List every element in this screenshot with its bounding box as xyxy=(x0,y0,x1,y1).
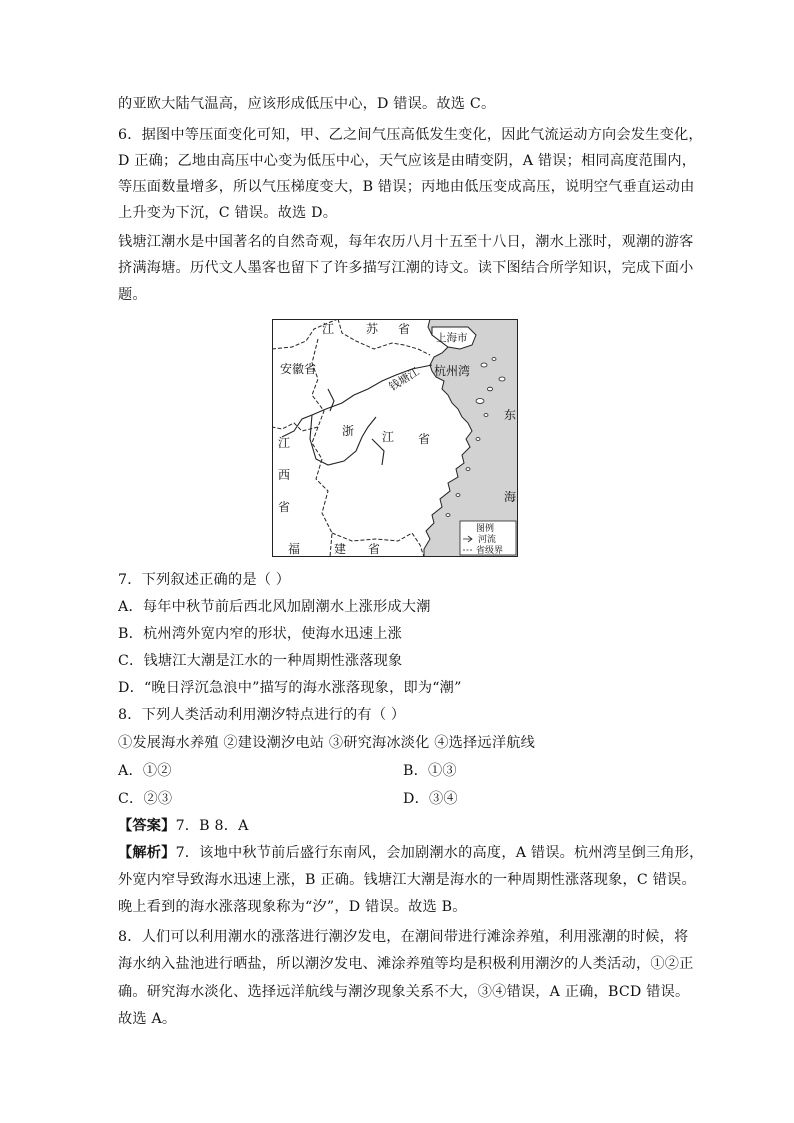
analysis-text: 晚上看到的海水涨落现象称为“汐”，D 错误。故选 B。 xyxy=(118,899,467,915)
analysis-text: 故选 A。 xyxy=(118,1011,177,1027)
text-line: 题。 xyxy=(118,287,147,303)
legend-river: 河流 xyxy=(478,535,497,545)
zhejiang-label-3: 省 xyxy=(418,432,431,446)
analysis-line xyxy=(118,843,704,863)
question-7-option-a: A．每年中秋节前后西北风加剧潮水上涨形成大潮 xyxy=(118,599,431,615)
text-line: 挤满海塘。历代文人墨客也留下了许多描写江潮的诗文。读下图结合所学知识，完成下面小 xyxy=(118,260,694,276)
analysis-text: 外宽内窄导致海水迅速上涨，B 正确。钱塘江大潮是海水的一种周期性涨落现象，C 错误。 xyxy=(118,872,696,888)
question-8-items: ①发展海水养殖 ②建设潮汐电站 ③研究海冰淡化 ④选择远洋航线 xyxy=(118,735,535,751)
answer-label: 【答案】 xyxy=(118,818,176,834)
answer-text: 7．B 8．A xyxy=(175,818,249,834)
question-8-option-a: A．①② xyxy=(118,763,172,779)
jiangxi-label-1: 江 xyxy=(278,436,291,450)
jiangsu-label-3: 省 xyxy=(398,322,411,336)
jiangsu-label-1: 江 xyxy=(322,322,335,336)
map-legend xyxy=(460,521,516,556)
question-7-option-b: B．杭州湾外宽内窄的形状，使海水迅速上涨 xyxy=(118,626,402,642)
fujian-label-2: 建 xyxy=(334,542,347,556)
zhejiang-label-1: 浙 xyxy=(342,424,355,438)
map-svg xyxy=(272,319,518,557)
analysis-text: 确。研究海水淡化、选择远洋航线与潮汐现象关系不大，③④错误，A 正确，BCD 错误。 xyxy=(118,984,690,1000)
legend-title: 图例 xyxy=(476,524,495,534)
answer-line xyxy=(118,816,249,836)
fujian-label-1: 福 xyxy=(288,542,301,556)
fujian-label-3: 省 xyxy=(368,542,381,556)
hangzhou-bay-label: 杭州湾 xyxy=(434,364,471,378)
text-line: 钱塘江潮水是中国著名的自然奇观，每年农历八月十五至十八日，潮水上涨时，观潮的游客 xyxy=(118,234,694,250)
analysis-text: 7．该地中秋节前后盛行东南风，会加剧潮水的高度，A 错误。杭州湾呈倒三角形， xyxy=(175,845,704,861)
zhejiang-map-figure xyxy=(272,319,518,557)
question-8-option-d: D．③④ xyxy=(403,791,458,807)
text-line: 等压面数量增多，所以气压梯度变大，B 错误；丙地由低压变成高压，说明空气垂直运动由 xyxy=(118,179,695,195)
question-8-option-c: C．②③ xyxy=(118,791,173,807)
text-line: 上升变为下沉，C 错误。故选 D。 xyxy=(118,205,338,221)
jiangsu-label-2: 苏 xyxy=(366,322,379,336)
anhui-label: 安徽省 xyxy=(280,362,317,376)
question-8-option-b: B．①③ xyxy=(403,763,457,779)
east-sea-label-1: 东 xyxy=(504,408,517,422)
legend-border: 省级界 xyxy=(476,546,504,556)
jiangxi-label-3: 省 xyxy=(278,500,291,514)
text-line: D 正确；乙地由高压中心变为低压中心，天气应该是由晴变阴，A 错误；相同高度范围内， xyxy=(118,153,697,169)
zhejiang-label-2: 江 xyxy=(382,430,395,444)
question-7-option-c: C．钱塘江大潮是江水的一种周期性涨落现象 xyxy=(118,653,403,669)
jiangxi-label-2: 西 xyxy=(278,468,291,482)
analysis-text: 海水纳入盐池进行晒盐，所以潮汐发电、滩涂养殖等均是积极利用潮汐的人类活动，①②正 xyxy=(118,956,694,972)
analysis-text: 8．人们可以利用潮水的涨落进行潮汐发电，在潮间带进行滩涂养殖，利用涨潮的时候，将 xyxy=(118,929,689,945)
text-line: 6．据图中等压面变化可知，甲、乙之间气压高低发生变化，因此气流运动方向会发生变化， xyxy=(118,127,703,143)
shanghai-label: 上海市 xyxy=(436,332,468,344)
question-7-stem: 7．下列叙述正确的是（ ） xyxy=(118,572,291,588)
qiantang-river-label: 钱塘江 xyxy=(386,365,422,394)
analysis-label: 【解析】 xyxy=(118,845,176,861)
text-line: 的亚欧大陆气温高，应该形成低压中心，D 错误。故选 C。 xyxy=(118,96,496,112)
question-7-option-d: D．“晚日浮沉急浪中”描写的海水涨落现象，即为“潮” xyxy=(118,680,462,696)
east-sea-label-2: 海 xyxy=(504,490,517,504)
question-8-stem: 8．下列人类活动利用潮汐特点进行的有（ ） xyxy=(118,707,406,723)
